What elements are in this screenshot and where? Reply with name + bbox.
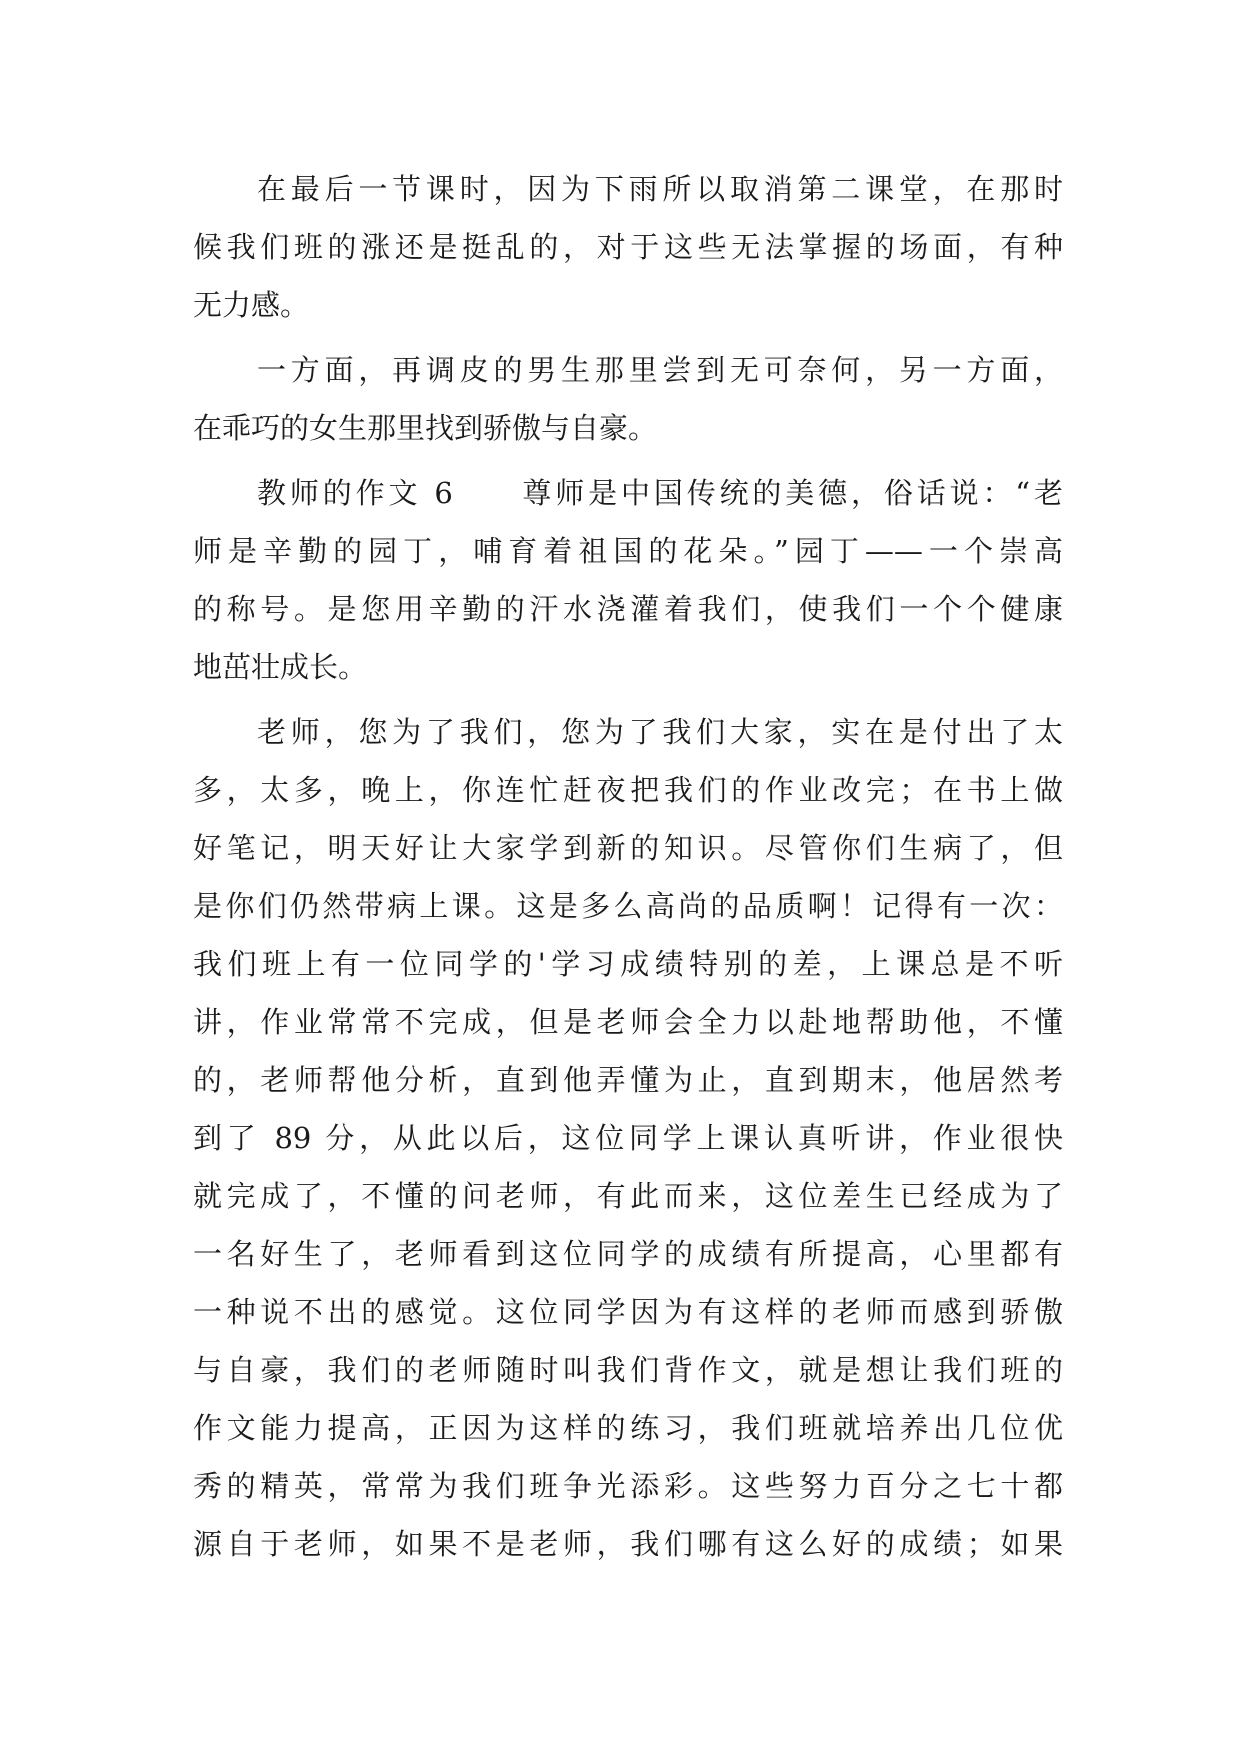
paragraph-4-line-4: 是你们仍然带病上课。这是多么高尚的品质啊！记得有一次：	[193, 889, 1063, 923]
paragraph-4-line-2: 多，太多，晚上，你连忙赶夜把我们的作业改完；在书上做	[193, 773, 1063, 807]
paragraph-4-line-9: 就完成了，不懂的问老师，有此而来，这位差生已经成为了	[193, 1179, 1063, 1213]
paragraph-4-line-3: 好笔记，明天好让大家学到新的知识。尽管你们生病了，但	[193, 831, 1063, 865]
paragraph-1-line-1: 在最后一节课时，因为下雨所以取消第二课堂，在那时	[257, 172, 1063, 206]
paragraph-2-line-2: 在乖巧的女生那里找到骄傲与自豪。	[193, 411, 658, 445]
paragraph-4-line-12: 与自豪，我们的老师随时叫我们背作文，就是想让我们班的	[193, 1353, 1063, 1387]
paragraph-4-line-14: 秀的精英，常常为我们班争光添彩。这些努力百分之七十都	[193, 1469, 1063, 1503]
paragraph-4-line-6: 讲，作业常常不完成，但是老师会全力以赴地帮助他，不懂	[193, 1005, 1063, 1039]
paragraph-3-line-1: 教师的作文 6 尊师是中国传统的美德，俗话说：“老	[257, 476, 1063, 510]
paragraph-1-line-2: 候我们班的涨还是挺乱的，对于这些无法掌握的场面，有种	[193, 230, 1063, 264]
paragraph-4-line-5: 我们班上有一位同学的'学习成绩特别的差，上课总是不听	[193, 947, 1063, 981]
paragraph-4-line-11: 一种说不出的感觉。这位同学因为有这样的老师而感到骄傲	[193, 1295, 1063, 1329]
paragraph-3-line-2: 师是辛勤的园丁，哺育着祖国的花朵。”园丁——一个崇高	[193, 534, 1063, 568]
paragraph-4-line-15: 源自于老师，如果不是老师，我们哪有这么好的成绩；如果	[193, 1527, 1063, 1561]
paragraph-4-line-10: 一名好生了，老师看到这位同学的成绩有所提高，心里都有	[193, 1237, 1063, 1271]
paragraph-3-line-4: 地茁壮成长。	[193, 650, 368, 684]
paragraph-4-line-7: 的，老师帮他分析，直到他弄懂为止，直到期末，他居然考	[193, 1063, 1063, 1097]
paragraph-2-line-1: 一方面，再调皮的男生那里尝到无可奈何，另一方面，	[257, 353, 1063, 387]
paragraph-3-line-3: 的称号。是您用辛勤的汗水浇灌着我们，使我们一个个健康	[193, 592, 1063, 626]
document-body	[193, 160, 1063, 1573]
paragraph-4-line-1: 老师，您为了我们，您为了我们大家，实在是付出了太	[257, 715, 1063, 749]
paragraph-4-line-8: 到了 89 分，从此以后，这位同学上课认真听讲，作业很快	[193, 1121, 1063, 1155]
paragraph-1-line-3: 无力感。	[193, 288, 310, 322]
paragraph-4-line-13: 作文能力提高，正因为这样的练习，我们班就培养出几位优	[193, 1411, 1063, 1445]
